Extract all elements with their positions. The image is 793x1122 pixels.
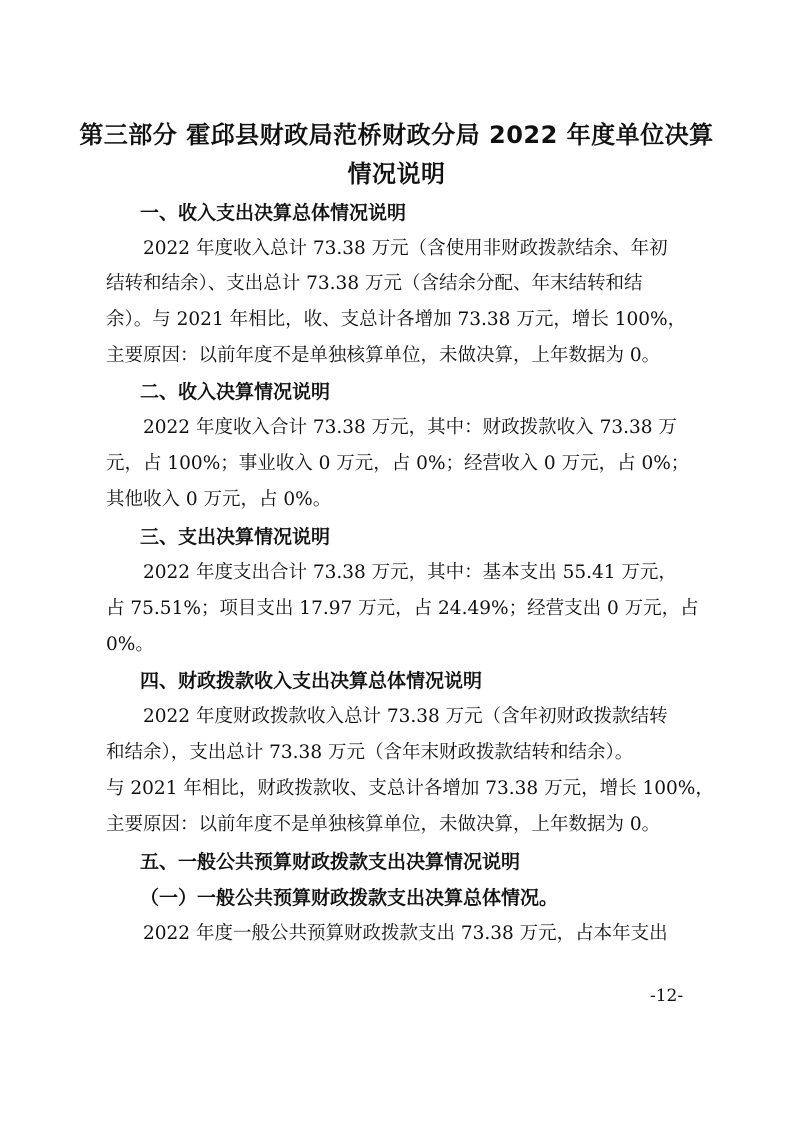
paragraph-line: 2022 年度收入合计 73.38 万元，其中：财政拨款收入 73.38 万 (143, 417, 677, 438)
page-number: -12- (650, 986, 684, 1006)
paragraph-line: 和结余），支出总计 73.38 万元（含年末财政拨款结转和结余）。 (106, 742, 634, 763)
document-title-line-1: 第三部分 霍邱县财政局范桥财政分局 2022 年度单位决算 (79, 121, 714, 149)
paragraph-line: 余）。与 2021 年相比，收、支总计各增加 73.38 万元，增长 100%， (106, 309, 687, 330)
paragraph-line: 与 2021 年相比，财政拨款收、支总计各增加 73.38 万元，增长 100%， (106, 778, 714, 799)
paragraph-line: 2022 年度财政拨款收入总计 73.38 万元（含年初财政拨款结转 (143, 706, 668, 727)
subsection-heading-overall: （一）一般公共预算财政拨款支出决算总体情况。 (140, 887, 559, 909)
paragraph-line: 主要原因：以前年度不是单独核算单位，未做决算，上年数据为 0。 (106, 345, 661, 366)
paragraph-line: 元，占 100%；事业收入 0 万元，占 0%；经营收入 0 万元，占 0%； (106, 453, 690, 474)
paragraph-line: 主要原因：以前年度不是单独核算单位，未做决算，上年数据为 0。 (106, 814, 661, 835)
paragraph-line: 其他收入 0 万元，占 0%。 (106, 489, 332, 510)
paragraph-line: 2022 年度一般公共预算财政拨款支出 73.38 万元，占本年支出 (143, 923, 668, 944)
section-heading-income: 二、收入决算情况说明 (140, 381, 331, 403)
paragraph-line: 结转和结余）、支出总计 73.38 万元（含结余分配、年末结转和结 (106, 273, 643, 294)
section-heading-expenditure: 三、支出决算情况说明 (140, 526, 331, 548)
document-title-line-2: 情况说明 (347, 160, 446, 188)
section-heading-income-expenditure-overview: 一、收入支出决算总体情况说明 (140, 202, 407, 224)
paragraph-line: 占 75.51%；项目支出 17.97 万元，占 24.49%；经营支出 0 万元，占 (106, 598, 699, 619)
section-heading-general-public-budget: 五、一般公共预算财政拨款支出决算情况说明 (140, 851, 521, 873)
paragraph-line: 0%。 (106, 634, 154, 655)
paragraph-line: 2022 年度支出合计 73.38 万元，其中：基本支出 55.41 万元， (143, 562, 677, 583)
section-heading-fiscal-appropriation: 四、财政拨款收入支出决算总体情况说明 (140, 670, 483, 692)
paragraph-line: 2022 年度收入总计 73.38 万元（含使用非财政拨款结余、年初 (143, 238, 668, 259)
